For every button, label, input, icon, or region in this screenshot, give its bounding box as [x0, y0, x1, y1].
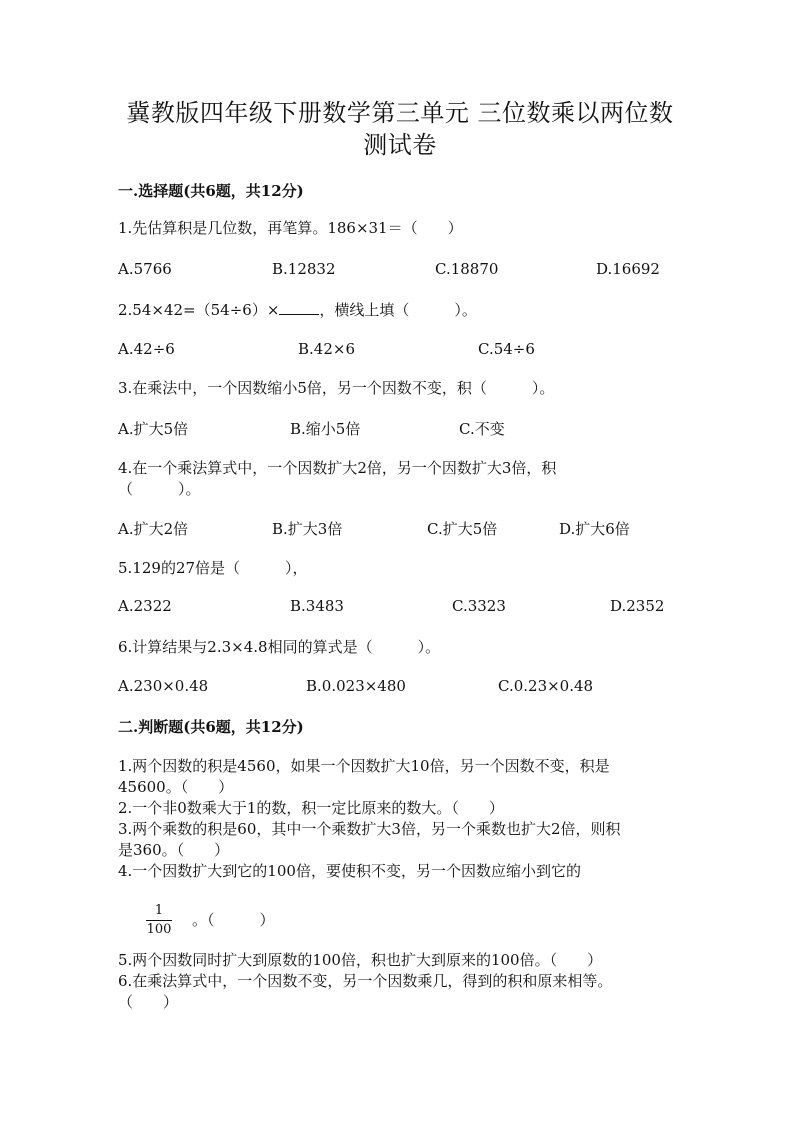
fraction-numerator: 1	[154, 903, 164, 918]
q2-stem	[118, 300, 477, 320]
judge4-line1: 4.一个因数扩大到它的100倍，要使积不变，另一个因数应缩小到它的	[118, 862, 581, 880]
judge1-line2: 45600。（ ）	[118, 778, 234, 796]
judge2-line1: 2.一个非0数乘大于1的数，积一定比原来的数大。（ ）	[118, 799, 504, 817]
q5-stem: 5.129的27倍是（ ），	[118, 559, 308, 577]
judge1-line1: 1.两个因数的积是4560，如果一个因数扩大10倍，另一个因数不变，积是	[118, 757, 610, 775]
q6-option-c: C.0.23×0.48	[498, 677, 594, 695]
judge6-line2: （ ）	[118, 993, 179, 1011]
page-title-line2: 测试卷	[363, 131, 437, 159]
q6-option-b: B.0.023×480	[306, 677, 406, 695]
judge3-line2: 是360。（ ）	[118, 841, 230, 859]
q3-option-c: C.不变	[459, 420, 505, 438]
q4-option-d: D.扩大6倍	[559, 520, 630, 538]
q5-option-b: B.3483	[290, 597, 344, 615]
q4-option-a: A.扩大2倍	[118, 520, 189, 538]
q4-option-c: C.扩大5倍	[427, 520, 498, 538]
q4-stem: 4.在一个乘法算式中，一个因数扩大2倍，另一个因数扩大3倍，积	[118, 459, 557, 477]
section1-heading: 一.选择题(共6题，共12分)	[118, 182, 304, 200]
q5-option-a: A.2322	[118, 597, 172, 615]
judge5-line1: 5.两个因数同时扩大到原数的100倍，积也扩大到原来的100倍。（ ）	[118, 951, 603, 969]
judge6-line1: 6.在乘法算式中，一个因数不变，另一个因数乘几，得到的积和原来相等。	[118, 972, 613, 990]
q2-option-c: C.54÷6	[478, 340, 535, 358]
q3-option-b: B.缩小5倍	[290, 420, 361, 438]
q1-option-a: A.5766	[118, 260, 172, 278]
fraction-one-hundredth	[146, 903, 172, 938]
q3-option-a: A.扩大5倍	[118, 420, 189, 438]
q2-stem-post: ，横线上填（ ）。	[319, 301, 477, 319]
fill-blank-line	[279, 300, 319, 315]
q1-stem: 1.先估算积是几位数，再笔算。186×31＝（ ）	[118, 219, 463, 237]
section2-heading: 二.判断题(共6题，共12分)	[118, 718, 304, 736]
page-title-line1: 冀教版四年级下册数学第三单元 三位数乘以两位数	[126, 99, 674, 127]
fraction-denominator: 100	[146, 922, 172, 937]
q5-option-d: D.2352	[610, 597, 665, 615]
q1-option-d: D.16692	[596, 260, 660, 278]
fraction-bar	[146, 920, 172, 921]
q1-option-b: B.12832	[272, 260, 336, 278]
q2-option-a: A.42÷6	[118, 340, 175, 358]
q6-option-a: A.230×0.48	[118, 677, 209, 695]
q5-option-c: C.3323	[452, 597, 506, 615]
q2-stem-pre: 2.54×42=（54÷6）×	[118, 301, 280, 319]
q4-option-b: B.扩大3倍	[272, 520, 343, 538]
q3-stem: 3.在乘法中，一个因数缩小5倍，另一个因数不变，积（ ）。	[118, 379, 555, 397]
judge3-line1: 3.两个乘数的积是60，其中一个乘数扩大3倍，另一个乘数也扩大2倍，则积	[118, 820, 621, 838]
q6-stem: 6.计算结果与2.3×4.8相同的算式是（ ）。	[118, 638, 441, 656]
q2-option-b: B.42×6	[298, 340, 355, 358]
q4-stem-cont: （ ）。	[118, 480, 201, 498]
judge4-tail: 。（ ）	[192, 911, 275, 929]
q1-option-c: C.18870	[435, 260, 499, 278]
